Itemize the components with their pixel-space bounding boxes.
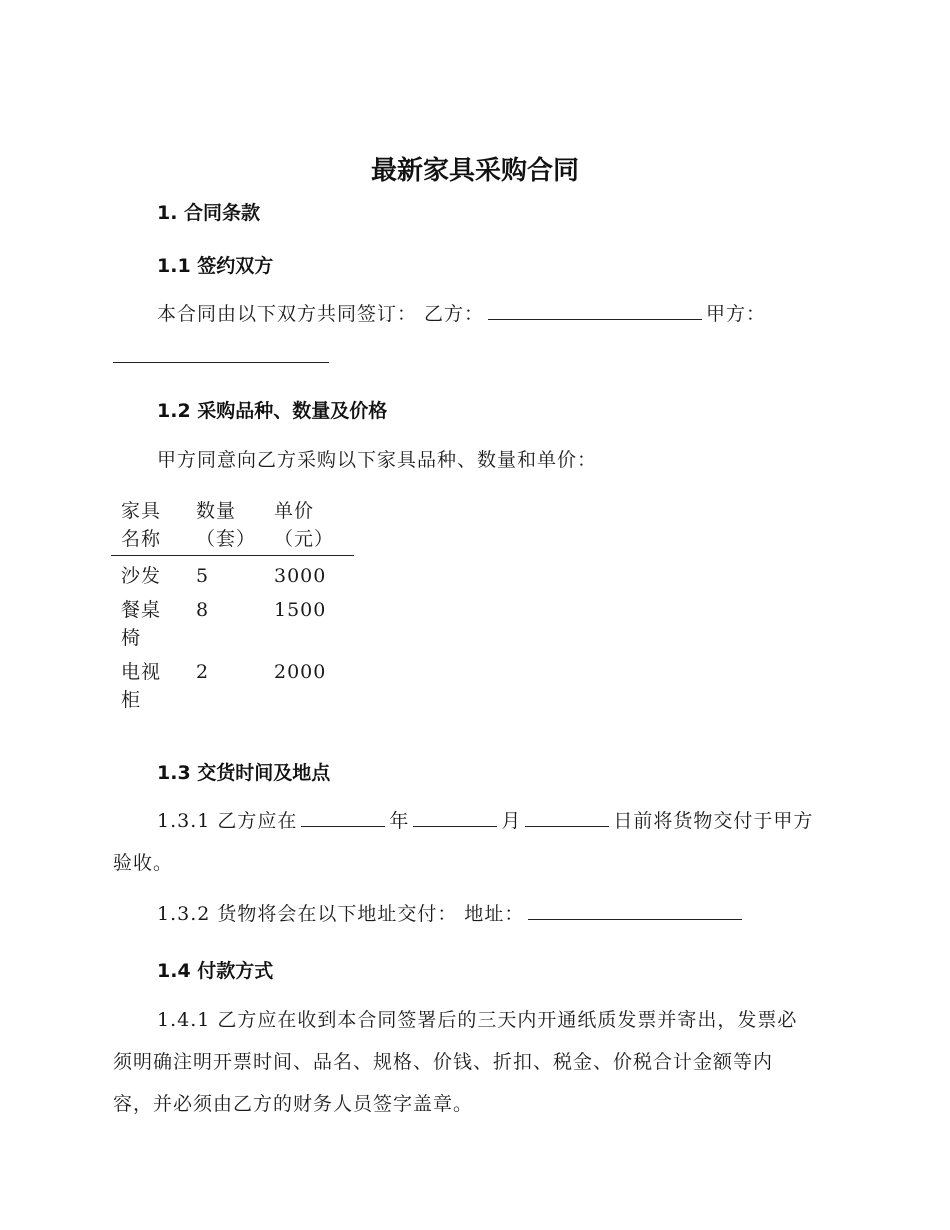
table-cell: 2000 xyxy=(274,661,327,683)
table-cell: 电视柜 xyxy=(121,661,162,711)
section-heading-1-2: 1.2 采购品种、数量及价格 xyxy=(157,400,388,422)
address-blank[interactable] xyxy=(528,899,742,920)
month-label: 月 xyxy=(501,810,522,832)
delivery-time-line2: 验收。 xyxy=(113,852,174,874)
section-heading-1-3: 1.3 交货时间及地点 xyxy=(157,762,331,784)
day-blank[interactable] xyxy=(525,806,609,827)
year-blank[interactable] xyxy=(301,806,385,827)
payment-line3: 容，并必须由乙方的财务人员签字盖章。 xyxy=(113,1093,474,1115)
table-cell: 餐桌椅 xyxy=(121,599,162,649)
parties-paragraph xyxy=(157,293,766,335)
purchase-intro: 甲方同意向乙方采购以下家具品种、数量和单价： xyxy=(157,449,598,471)
section-heading-1: 1. 合同条款 xyxy=(157,202,261,224)
table-cell: 1500 xyxy=(274,599,327,621)
delivery-prefix: 1.3.1 乙方应在 xyxy=(157,810,298,832)
delivery-time-paragraph xyxy=(157,800,813,842)
table-cell: 2 xyxy=(196,661,210,683)
table-cell: 沙发 xyxy=(121,565,162,587)
delivery-address-paragraph xyxy=(157,893,746,935)
table-cell: 8 xyxy=(196,599,210,621)
table-row xyxy=(111,590,354,652)
table-cell: 3000 xyxy=(274,565,327,587)
table-row xyxy=(111,556,354,591)
month-blank[interactable] xyxy=(413,806,497,827)
table-cell: 5 xyxy=(196,565,210,587)
address-label: 1.3.2 货物将会在以下地址交付： 地址： xyxy=(157,903,525,925)
table-header-cell: 数量（套） xyxy=(186,497,264,556)
year-label: 年 xyxy=(389,810,410,832)
table-row xyxy=(111,652,354,714)
document-title: 最新家具采购合同 xyxy=(370,156,579,186)
payment-line1: 1.4.1 乙方应在收到本合同签署后的三天内开通纸质发票并寄出，发票必 xyxy=(157,1009,798,1031)
payment-line2: 须明确注明开票时间、品名、规格、价钱、折扣、税金、价税合计金额等内 xyxy=(113,1051,774,1073)
parties-text-a: 本合同由以下双方共同签订： 乙方： xyxy=(157,303,485,325)
day-label: 日前将货物交付于甲方 xyxy=(613,810,814,832)
party-a-blank[interactable] xyxy=(113,362,329,363)
section-heading-1-1: 1.1 签约双方 xyxy=(157,255,274,277)
section-heading-1-4: 1.4 付款方式 xyxy=(157,960,274,982)
table-header-cell: 单价（元） xyxy=(264,497,354,556)
table-header-cell: 家具名称 xyxy=(111,497,186,556)
parties-text-b: 甲方： xyxy=(706,303,767,325)
table-header-row xyxy=(111,497,354,556)
party-b-blank[interactable] xyxy=(488,299,702,320)
furniture-table xyxy=(111,497,354,714)
